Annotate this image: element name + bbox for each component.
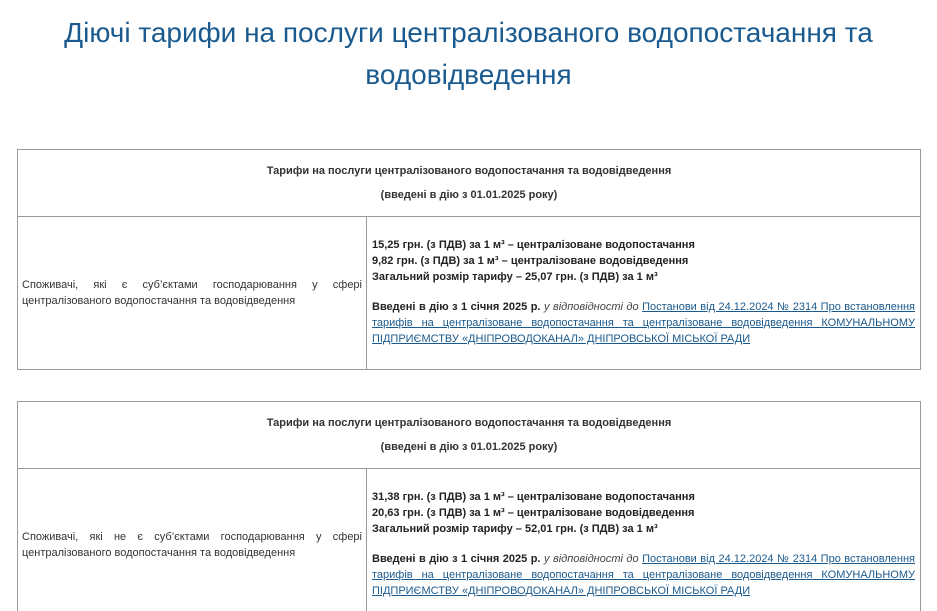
table-heading: Тарифи на послуги централізованого водопостачання та водовідведення [266, 165, 672, 177]
table-header-row [18, 150, 921, 217]
resolution-link[interactable]: Постанови від 24.12.2024 № 2314 Про встановлення тарифів на централізоване водопостачання та централізоване водовідведення КОМУНАЛЬНОМУ ПІДПРИЄМСТВУ «ДНІПРОВОДОКАНАЛ» ДНІПРОВСЬКОЇ МІСЬКОЇ РАДИ [372, 553, 915, 597]
table-effective-date: (введені в дію з 01.01.2025 року) [380, 441, 558, 453]
table-heading-cell [18, 150, 921, 217]
table-effective-date: (введені в дію з 01.01.2025 року) [380, 189, 558, 201]
table-heading: Тарифи на послуги централізованого водопостачання та водовідведення [266, 417, 672, 429]
notice-according: у відповідності до [543, 553, 639, 565]
tariff-info-cell [367, 469, 921, 611]
table-row [18, 217, 921, 370]
table-row [18, 469, 921, 611]
rate-water-supply: 31,38 грн. (з ПДВ) за 1 м³ – централізоване водопостачання [372, 491, 695, 503]
rate-total: Загальний розмір тарифу – 25,07 грн. (з ПДВ) за 1 м³ [372, 271, 658, 283]
rate-total: Загальний розмір тарифу – 52,01 грн. (з ПДВ) за 1 м³ [372, 523, 658, 535]
rate-drainage: 20,63 грн. (з ПДВ) за 1 м³ – централізоване водовідведення [372, 507, 695, 519]
table-header-row [18, 402, 921, 469]
rate-drainage: 9,82 грн. (з ПДВ) за 1 м³ – централізоване водовідведення [372, 255, 689, 267]
resolution-notice [372, 551, 915, 599]
table-heading-cell [18, 402, 921, 469]
consumer-category: Споживачі, які є суб’єктами господарювання у сфері централізованого водопостачання та водовідведення [18, 217, 367, 370]
rate-water-supply: 15,25 грн. (з ПДВ) за 1 м³ – централізоване водопостачання [372, 239, 695, 251]
tariff-table-business [17, 149, 921, 370]
resolution-notice [372, 299, 915, 347]
rates-list [372, 237, 915, 285]
rates-list [372, 489, 915, 537]
notice-according: у відповідності до [543, 301, 639, 313]
page-title: Діючі тарифи на послуги централізованого водопостачання та водовідведення [64, 17, 873, 90]
resolution-link[interactable]: Постанови від 24.12.2024 № 2314 Про встановлення тарифів на централізоване водопостачання та централізоване водовідведення КОМУНАЛЬНОМУ ПІДПРИЄМСТВУ «ДНІПРОВОДОКАНАЛ» ДНІПРОВСЬКОЇ МІСЬКОЇ РАДИ [372, 301, 915, 345]
notice-effective: Введені в дію з 1 січня 2025 р. [372, 553, 541, 565]
notice-effective: Введені в дію з 1 січня 2025 р. [372, 301, 541, 313]
tariff-table-non-business [17, 401, 921, 611]
tariff-info-cell [367, 217, 921, 370]
consumer-category: Споживачі, які не є суб’єктами господарювання у сфері централізованого водопостачання та водовідведення [18, 469, 367, 611]
